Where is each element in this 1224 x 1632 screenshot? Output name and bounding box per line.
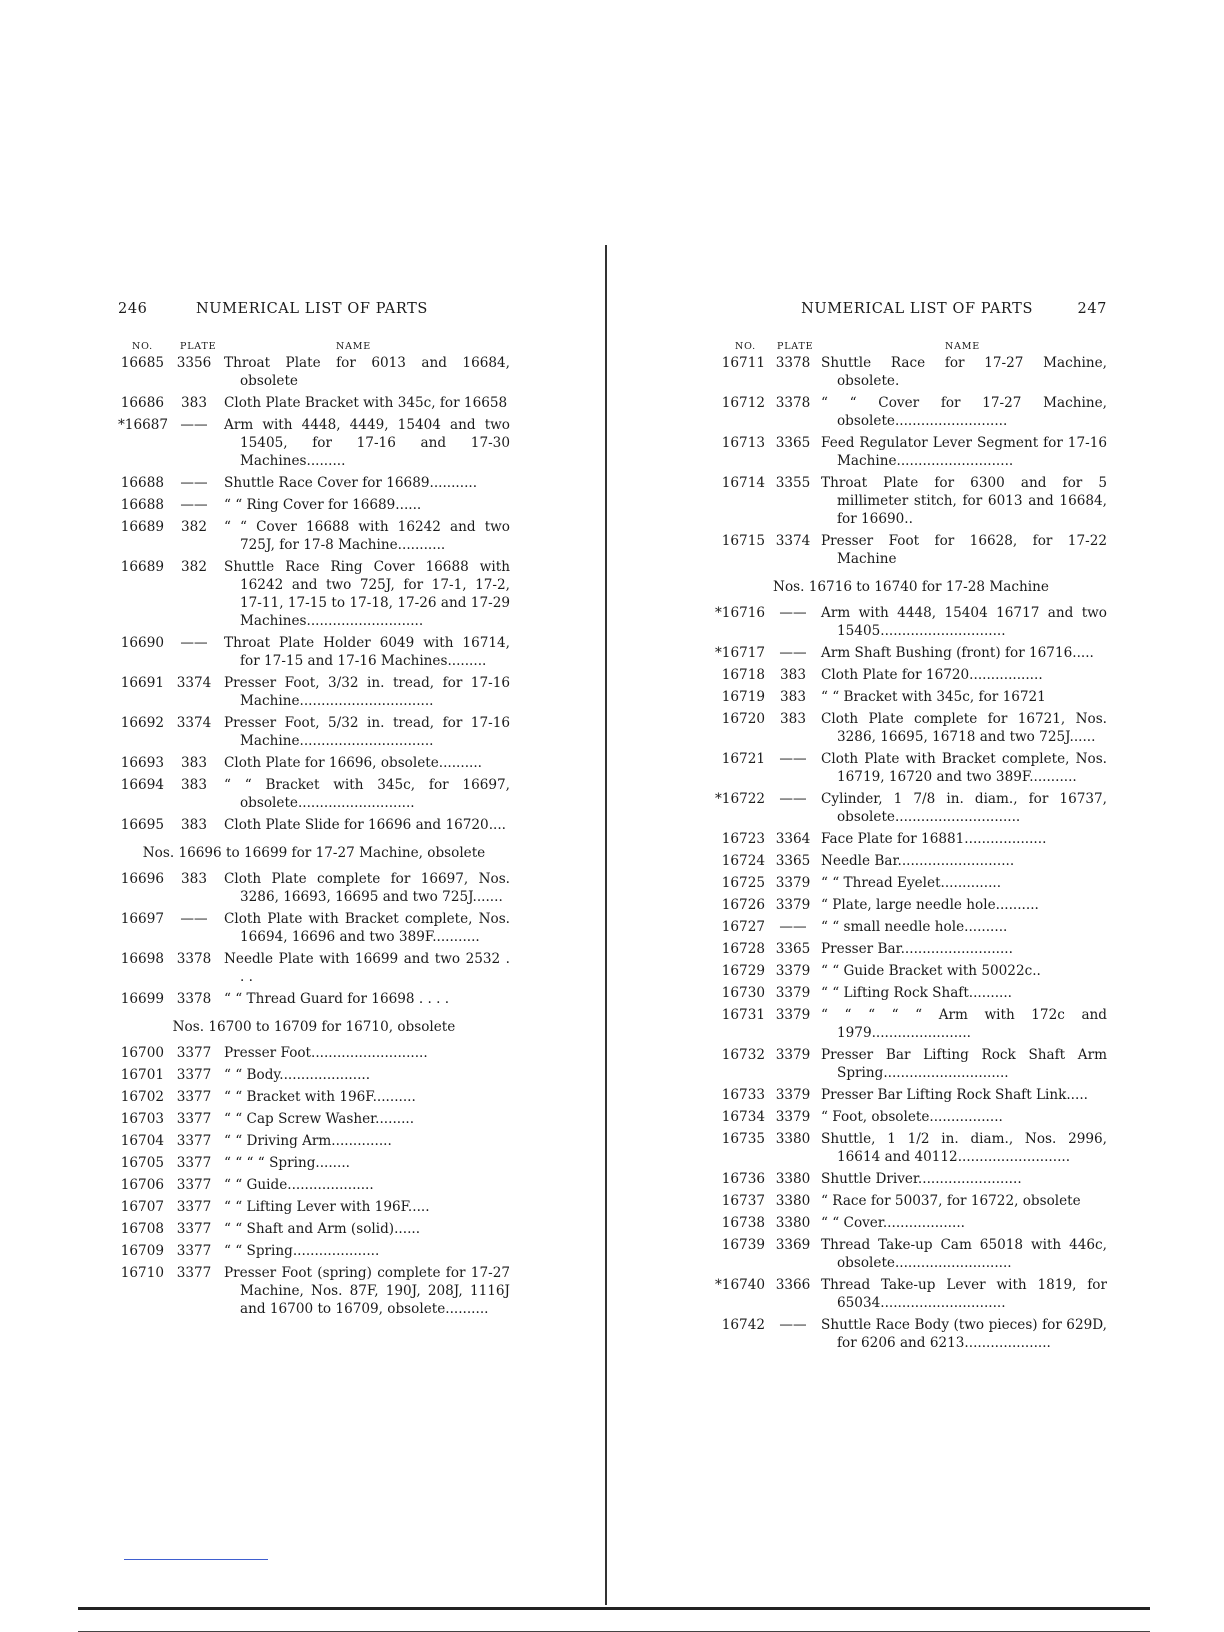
page-gutter-line — [605, 245, 607, 1605]
part-name: “ “ Cap Screw Washer......... — [224, 1111, 415, 1127]
part-row — [715, 896, 1107, 914]
plate-number: —— — [779, 751, 807, 767]
plate-number: —— — [180, 635, 208, 651]
col-header-plate: PLATE — [180, 341, 217, 352]
part-row — [715, 710, 1107, 746]
part-name: “ “ Cover................... — [821, 1215, 965, 1231]
part-row — [118, 1264, 510, 1318]
part-row — [118, 1044, 510, 1062]
right-column-headers — [715, 338, 1107, 354]
part-number: 16733 — [721, 1087, 765, 1103]
plate-number: 3379 — [775, 963, 811, 979]
plate-number: 3369 — [775, 1237, 811, 1253]
part-number: 16723 — [721, 831, 765, 847]
part-name: Presser Bar Lifting Rock Shaft Arm Spring............................. — [821, 1047, 1107, 1081]
part-number: *16716 — [715, 605, 766, 621]
part-number: 16693 — [120, 755, 164, 771]
part-name: Throat Plate Holder 6049 with 16714, for 17-15 and 17-16 Machines......... — [224, 635, 510, 669]
plate-number: 3379 — [775, 1109, 811, 1125]
part-number: *16717 — [715, 645, 766, 661]
part-row — [715, 666, 1107, 684]
plate-number: 3380 — [775, 1215, 811, 1231]
plate-number: 3365 — [775, 853, 811, 869]
col-header-name: NAME — [945, 341, 981, 352]
part-number: 16736 — [721, 1171, 765, 1187]
part-number: 16688 — [120, 497, 164, 513]
part-name: “ Plate, large needle hole.......... — [821, 897, 1039, 913]
part-number: 16735 — [721, 1131, 765, 1147]
part-row — [118, 950, 510, 986]
plate-number: 3378 — [775, 395, 811, 411]
part-name: Shuttle Driver........................ — [821, 1171, 1022, 1187]
part-name: “ Race for 50037, for 16722, obsolete — [821, 1193, 1081, 1209]
right-page-title: NUMERICAL LIST OF PARTS — [801, 301, 1033, 317]
plate-number: —— — [779, 919, 807, 935]
part-row — [715, 1276, 1107, 1312]
part-number: 16689 — [120, 519, 164, 535]
left-section-heading-2: Nos. 16700 to 16709 for 16710, obsolete — [172, 1019, 456, 1035]
part-row — [715, 644, 1107, 662]
part-row — [715, 394, 1107, 430]
part-name: “ “ “ “ Spring........ — [224, 1155, 350, 1171]
part-name: “ “ Lifting Lever with 196F..... — [224, 1199, 430, 1215]
part-row — [118, 474, 510, 492]
col-header-no: NO. — [132, 341, 153, 352]
part-name: Cloth Plate with Bracket complete, Nos. 16694, 16696 and two 389F........... — [224, 911, 510, 945]
part-number: 16721 — [721, 751, 765, 767]
plate-number: —— — [180, 475, 208, 491]
part-number: 16705 — [120, 1155, 164, 1171]
part-row — [118, 416, 510, 470]
part-name: “ “ small needle hole.......... — [821, 919, 1008, 935]
part-row — [118, 1242, 510, 1260]
plate-number: 3379 — [775, 1087, 811, 1103]
part-number: 16710 — [120, 1265, 164, 1281]
part-row — [715, 1170, 1107, 1188]
part-number: 16699 — [120, 991, 164, 1007]
part-number: 16713 — [721, 435, 765, 451]
part-row — [118, 354, 510, 390]
part-name: Throat Plate for 6013 and 16684, obsolete — [224, 355, 510, 389]
part-row — [118, 674, 510, 710]
part-number: 16690 — [120, 635, 164, 651]
part-row — [118, 1132, 510, 1150]
left-page-header — [118, 300, 510, 324]
part-number: 16697 — [120, 911, 164, 927]
part-name: Presser Foot, 3/32 in. tread, for 17-16 Machine............................... — [224, 675, 510, 709]
part-number: 16709 — [120, 1243, 164, 1259]
part-name: Throat Plate for 6300 and for 5 millimeter stitch, for 6013 and 16684, for 16690.. — [821, 475, 1107, 527]
part-number: 16711 — [721, 355, 765, 371]
part-row — [118, 1220, 510, 1238]
part-name: Cloth Plate with Bracket complete, Nos. 16719, 16720 and two 389F........... — [821, 751, 1107, 785]
part-number: 16695 — [120, 817, 164, 833]
part-name: “ “ Bracket with 345c, for 16721 — [821, 689, 1046, 705]
part-number: 16692 — [120, 715, 164, 731]
part-number: 16704 — [120, 1133, 164, 1149]
left-rows-c — [118, 1044, 510, 1318]
part-name: Arm with 4448, 15404 16717 and two 15405............................. — [821, 605, 1107, 639]
part-name: Cloth Plate complete for 16697, Nos. 3286, 16693, 16695 and two 725J....... — [224, 871, 510, 905]
part-row — [715, 434, 1107, 470]
plate-number: 3377 — [176, 1067, 212, 1083]
part-number: 16742 — [721, 1317, 765, 1333]
plate-number: 3377 — [176, 1089, 212, 1105]
part-name: Cloth Plate for 16696, obsolete.......... — [224, 755, 482, 771]
part-name: Needle Bar........................... — [821, 853, 1015, 869]
right-rows-b — [715, 604, 1107, 1352]
part-number: 16729 — [721, 963, 765, 979]
part-row — [118, 1198, 510, 1216]
plate-number: 3364 — [775, 831, 811, 847]
plate-number: 3365 — [775, 941, 811, 957]
part-row — [715, 354, 1107, 390]
part-name: Cloth Plate Bracket with 345c, for 16658 — [224, 395, 508, 411]
plate-number: 383 — [780, 689, 806, 705]
part-row — [715, 688, 1107, 706]
part-row — [715, 1236, 1107, 1272]
part-row — [118, 776, 510, 812]
plate-number: 3378 — [176, 991, 212, 1007]
part-row — [118, 518, 510, 554]
part-name: “ “ Thread Guard for 16698 . . . . — [224, 991, 450, 1007]
part-row — [118, 1176, 510, 1194]
plate-number: 3374 — [176, 675, 212, 691]
part-row — [118, 634, 510, 670]
part-number: 16739 — [721, 1237, 765, 1253]
left-page-title: NUMERICAL LIST OF PARTS — [196, 301, 428, 317]
col-header-plate: PLATE — [777, 341, 814, 352]
part-name: “ “ Spring.................... — [224, 1243, 380, 1259]
plate-number: 3377 — [176, 1177, 212, 1193]
plate-number: 3366 — [775, 1277, 811, 1293]
part-row — [118, 1088, 510, 1106]
part-name: “ “ “ “ “ Arm with 172c and 1979....................... — [821, 1007, 1107, 1041]
part-name: “ “ Cover 16688 with 16242 and two 725J, for 17-8 Machine........... — [224, 519, 510, 553]
part-name: Cloth Plate complete for 16721, Nos. 3286, 16695, 16718 and two 725J...... — [821, 711, 1107, 745]
plate-number: 3377 — [176, 1111, 212, 1127]
part-row — [715, 962, 1107, 980]
part-number: 16738 — [721, 1215, 765, 1231]
part-number: 16686 — [120, 395, 164, 411]
part-number: 16698 — [120, 951, 164, 967]
plate-number: 382 — [181, 519, 207, 535]
part-name: Presser Foot for 16628, for 17-22 Machine — [821, 533, 1107, 567]
part-number: 16734 — [721, 1109, 765, 1125]
part-row — [118, 990, 510, 1008]
plate-number: —— — [180, 497, 208, 513]
left-section-heading-1: Nos. 16696 to 16699 for 17-27 Machine, obsolete — [142, 845, 486, 861]
part-row — [118, 1154, 510, 1172]
part-name: “ “ Thread Eyelet.............. — [821, 875, 1002, 891]
plate-number: 3374 — [775, 533, 811, 549]
part-name: “ “ Shaft and Arm (solid)...... — [224, 1221, 421, 1237]
part-row — [118, 816, 510, 834]
part-name: Face Plate for 16881................... — [821, 831, 1047, 847]
part-name: Presser Foot........................... — [224, 1045, 428, 1061]
part-number: 16694 — [120, 777, 164, 793]
part-number: 16689 — [120, 559, 164, 575]
part-name: “ “ Guide Bracket with 50022c.. — [821, 963, 1041, 979]
part-number: 16714 — [721, 475, 765, 491]
plate-number: 3365 — [775, 435, 811, 451]
part-row — [715, 1086, 1107, 1104]
part-row — [715, 1108, 1107, 1126]
part-number: 16696 — [120, 871, 164, 887]
part-row — [715, 790, 1107, 826]
part-number: 16701 — [120, 1067, 164, 1083]
part-name: Presser Bar.......................... — [821, 941, 1013, 957]
part-number: 16732 — [721, 1047, 765, 1063]
part-name: “ “ Lifting Rock Shaft.......... — [821, 985, 1013, 1001]
plate-number: 383 — [181, 395, 207, 411]
plate-number: 383 — [181, 755, 207, 771]
part-number: 16715 — [721, 533, 765, 549]
part-number: 16724 — [721, 853, 765, 869]
part-name: “ “ Driving Arm.............. — [224, 1133, 392, 1149]
part-name: Presser Bar Lifting Rock Shaft Link..... — [821, 1087, 1088, 1103]
part-name: Cylinder, 1 7/8 in. diam., for 16737, obsolete............................. — [821, 791, 1107, 825]
part-number: 16720 — [721, 711, 765, 727]
plate-number: 3380 — [775, 1131, 811, 1147]
part-row — [715, 830, 1107, 848]
part-name: Presser Foot, 5/32 in. tread, for 17-16 Machine............................... — [224, 715, 510, 749]
part-number: 16700 — [120, 1045, 164, 1061]
part-name: “ Foot, obsolete................. — [821, 1109, 1003, 1125]
part-name: Shuttle Race Body (two pieces) for 629D, for 6206 and 6213.................... — [821, 1317, 1107, 1351]
col-header-no: NO. — [735, 341, 756, 352]
plate-number: 3377 — [176, 1199, 212, 1215]
right-page-header — [715, 300, 1107, 324]
right-section-heading-1: Nos. 16716 to 16740 for 17-28 Machine — [773, 579, 1049, 595]
part-name: Thread Take-up Lever with 1819, for 65034............................. — [821, 1277, 1107, 1311]
part-number: 16726 — [721, 897, 765, 913]
part-row — [715, 1006, 1107, 1042]
part-row — [118, 1110, 510, 1128]
part-number: 16725 — [721, 875, 765, 891]
part-number: *16722 — [715, 791, 766, 807]
plate-number: 3379 — [775, 897, 811, 913]
part-row — [118, 558, 510, 630]
plate-number: 383 — [780, 667, 806, 683]
plate-number: 3355 — [775, 475, 811, 491]
part-name: Arm Shaft Bushing (front) for 16716..... — [821, 645, 1094, 661]
part-row — [715, 1192, 1107, 1210]
plate-number: —— — [779, 791, 807, 807]
part-number: 16737 — [721, 1193, 765, 1209]
right-page — [715, 300, 1107, 1352]
part-row — [715, 1130, 1107, 1166]
plate-number: 3380 — [775, 1193, 811, 1209]
plate-number: 3377 — [176, 1221, 212, 1237]
plate-number: —— — [779, 1317, 807, 1333]
part-row — [118, 496, 510, 514]
part-name: “ “ Bracket with 196F.......... — [224, 1089, 416, 1105]
part-number: 16688 — [120, 475, 164, 491]
part-name: Thread Take-up Cam 65018 with 446c, obsolete........................... — [821, 1237, 1107, 1271]
part-number: 16718 — [721, 667, 765, 683]
part-number: 16691 — [120, 675, 164, 691]
part-number: 16728 — [721, 941, 765, 957]
part-number: 16702 — [120, 1089, 164, 1105]
plate-number: 3379 — [775, 875, 811, 891]
part-row — [715, 874, 1107, 892]
part-number: 16727 — [721, 919, 765, 935]
part-number: 16708 — [120, 1221, 164, 1237]
part-row — [715, 474, 1107, 528]
plate-number: 3377 — [176, 1133, 212, 1149]
plate-number: 3379 — [775, 1007, 811, 1023]
part-row — [715, 1214, 1107, 1232]
part-number: 16707 — [120, 1199, 164, 1215]
part-row — [715, 918, 1107, 936]
plate-number: —— — [779, 645, 807, 661]
part-number: *16687 — [118, 417, 169, 433]
part-name: Feed Regulator Lever Segment for 17-16 Machine........................... — [821, 435, 1107, 469]
part-number: 16731 — [721, 1007, 765, 1023]
plate-number: —— — [180, 911, 208, 927]
left-page — [118, 300, 510, 1318]
right-rows-a — [715, 354, 1107, 568]
plate-number: 3377 — [176, 1243, 212, 1259]
plate-number: 383 — [780, 711, 806, 727]
scan-blue-mark — [124, 1559, 268, 1560]
part-name: “ “ Cover for 17-27 Machine, obsolete.......................... — [821, 395, 1107, 429]
part-row — [715, 532, 1107, 568]
plate-number: 3377 — [176, 1265, 212, 1281]
part-name: “ “ Guide.................... — [224, 1177, 374, 1193]
part-name: “ “ Body..................... — [224, 1067, 371, 1083]
part-name: “ “ Ring Cover for 16689...... — [224, 497, 422, 513]
part-number: 16730 — [721, 985, 765, 1001]
part-row — [118, 394, 510, 412]
part-number: 16706 — [120, 1177, 164, 1193]
part-number: 16712 — [721, 395, 765, 411]
plate-number: 3379 — [775, 1047, 811, 1063]
plate-number: 3356 — [176, 355, 212, 371]
plate-number: 382 — [181, 559, 207, 575]
plate-number: 3378 — [176, 951, 212, 967]
part-name: Shuttle, 1 1/2 in. diam., Nos. 2996, 16614 and 40112.......................... — [821, 1131, 1107, 1165]
part-name: Shuttle Race Ring Cover 16688 with 16242 and two 725J, for 17-1, 17-2, 17-11, 17-15 to 17-18, 17-26 and 17-29 Machines........................... — [224, 559, 510, 629]
part-row — [715, 1046, 1107, 1082]
left-rows-a — [118, 354, 510, 834]
plate-number: 3377 — [176, 1155, 212, 1171]
plate-number: 3380 — [775, 1171, 811, 1187]
plate-number: 383 — [181, 871, 207, 887]
part-row — [715, 984, 1107, 1002]
part-row — [715, 604, 1107, 640]
part-name: Needle Plate with 16699 and two 2532 . . . — [224, 951, 510, 985]
col-header-name: NAME — [336, 341, 372, 352]
plate-number: 383 — [181, 777, 207, 793]
part-row — [118, 714, 510, 750]
part-number: 16719 — [721, 689, 765, 705]
plate-number: 3377 — [176, 1045, 212, 1061]
plate-number: 3378 — [775, 355, 811, 371]
plate-number: —— — [180, 417, 208, 433]
part-name: Shuttle Race Cover for 16689........... — [224, 475, 478, 491]
right-page-number: 247 — [1077, 301, 1107, 317]
left-column-headers — [118, 338, 510, 354]
part-name: Cloth Plate for 16720................. — [821, 667, 1043, 683]
part-name: “ “ Bracket with 345c, for 16697, obsolete........................... — [224, 777, 510, 811]
plate-number: 3374 — [176, 715, 212, 731]
part-row — [118, 754, 510, 772]
plate-number: —— — [779, 605, 807, 621]
plate-number: 3379 — [775, 985, 811, 1001]
left-page-number: 246 — [118, 301, 148, 317]
part-name: Arm with 4448, 4449, 15404 and two 15405, for 17-16 and 17-30 Machines......... — [224, 417, 510, 469]
part-row — [715, 1316, 1107, 1352]
part-name: Shuttle Race for 17-27 Machine, obsolete. — [821, 355, 1107, 389]
bottom-scan-rule — [78, 1607, 1150, 1610]
part-number: *16740 — [715, 1277, 766, 1293]
part-row — [118, 910, 510, 946]
left-rows-b — [118, 870, 510, 1008]
part-number: 16685 — [120, 355, 164, 371]
part-row — [715, 750, 1107, 786]
part-name: Cloth Plate Slide for 16696 and 16720.... — [224, 817, 506, 833]
part-row — [118, 870, 510, 906]
part-row — [715, 852, 1107, 870]
part-number: 16703 — [120, 1111, 164, 1127]
part-row — [715, 940, 1107, 958]
part-name: Presser Foot (spring) complete for 17-27 Machine, Nos. 87F, 190J, 208J, 1116J and 16700 to 16709, obsolete.......... — [224, 1265, 510, 1317]
plate-number: 383 — [181, 817, 207, 833]
part-row — [118, 1066, 510, 1084]
